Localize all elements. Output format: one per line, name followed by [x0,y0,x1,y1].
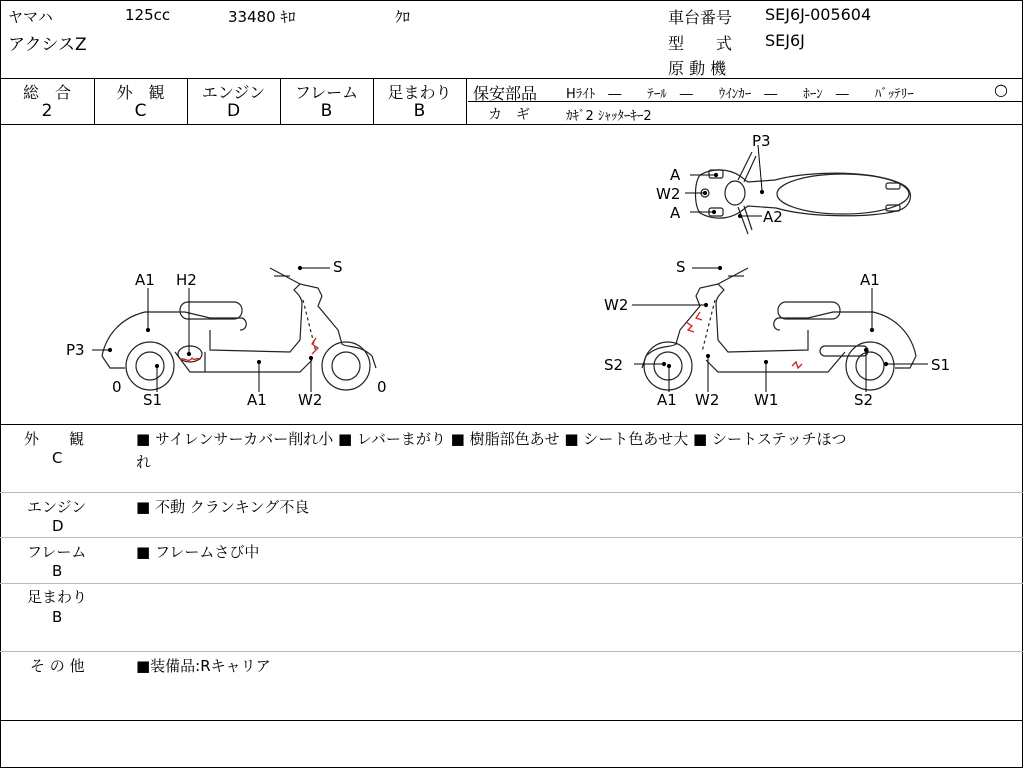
diagram-label: A [670,166,681,184]
notes-text: ■装備品:Rキャリア [136,657,271,675]
displacement: 125cc [125,6,171,24]
diagram-label: 0 [112,378,122,396]
diagram-label: S2 [854,391,874,409]
maker: ヤマハ [8,8,53,26]
frame-number: SEJ6J-005604 [765,5,872,24]
type-value: SEJ6J [765,31,805,50]
diagram-label: S2 [604,356,624,374]
diagram-label: S [333,258,343,276]
diagram-label: S [676,258,686,276]
grade-value: B [413,101,426,121]
diagram-label: A2 [763,208,783,226]
battery-mark: ○ [994,80,1008,99]
notes-label: 外 観 [24,430,85,448]
grade-label: 総 合 [22,83,71,102]
notes-text: ■ 不動 クランキング不良 [136,498,310,516]
body-color: ｸﾛ [395,8,411,26]
diagram-label: A1 [860,271,880,289]
safety-parts-items: Hﾗｲﾄ ― ﾃｰﾙ ― ｳｲﾝｶｰ ― ﾎｰﾝ ― ﾊﾞｯﾃﾘｰ [566,87,914,102]
diagram-label: S1 [931,356,951,374]
grade-value: C [134,101,147,121]
notes-text: ■ フレームさび中 [136,543,260,561]
diagram-label: P3 [752,132,771,150]
grade-value: B [320,101,333,121]
notes-label: エンジン [27,498,87,516]
divider [0,651,1023,652]
top-view-scooter [696,152,911,234]
diagram-label: A1 [247,391,267,409]
notes-text-continued: れ [136,453,152,471]
grade-label: フレーム [294,83,359,102]
grade-label: 外 観 [116,83,165,102]
damage-marks [180,312,802,368]
diagram-label: W1 [754,391,779,409]
diagram-label: W2 [656,185,681,203]
diagram-label: W2 [695,391,720,409]
diagram-label: A1 [657,391,677,409]
divider [0,124,1023,125]
divider [0,720,1023,721]
diagram-label: A [670,204,681,222]
damage-diagram [0,126,1023,424]
diagram-label: S1 [143,391,163,409]
divider [0,78,1023,79]
grade-label: エンジン [201,83,266,102]
divider [0,537,1023,538]
notes-grade: B [52,562,63,580]
key-value: ｶｷﾞ2 ｼｬｯﾀｰｷｰ2 [566,109,652,124]
model-name: アクシスZ [8,35,87,55]
diagram-label: P3 [66,341,85,359]
notes-text: ■ サイレンサーカバー削れ小 ■ レバーまがり ■ 樹脂部色あせ ■ シート色あせ大 ■ シートステッチほつ [136,430,847,448]
engine-label: 原 動 機 [668,59,727,78]
key-label: カ ギ [488,107,530,123]
notes-label: フレーム [27,543,87,561]
divider [0,583,1023,584]
divider [0,492,1023,493]
notes-grade: C [52,449,63,467]
diagram-label: 0 [377,378,387,396]
divider [466,78,467,124]
safety-parts-label: 保安部品 [473,84,538,103]
divider [0,424,1023,425]
diagram-label: H2 [176,271,197,289]
notes-grade: B [52,608,63,626]
diagram-label: A1 [135,271,155,289]
diagram-label: W2 [604,296,629,314]
mileage: 33480 ｷﾛ [228,8,296,26]
notes-label: 足まわり [27,588,88,606]
grade-label: 足まわり [387,83,452,102]
frame-number-label: 車台番号 [668,8,733,27]
type-label: 型 式 [668,34,733,53]
grade-value: D [226,101,241,121]
notes-label: そ の 他 [30,657,85,675]
grade-value: 2 [41,101,53,121]
notes-grade: D [52,517,64,535]
diagram-label: W2 [298,391,323,409]
